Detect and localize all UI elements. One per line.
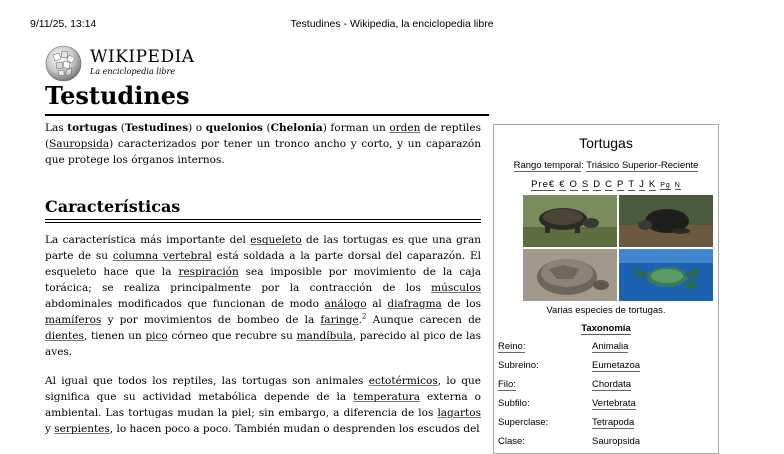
print-page-title: Testudines - Wikipedia, la enciclopedia libre — [290, 18, 494, 30]
period-permian[interactable]: P — [616, 179, 625, 190]
taxonomy-table — [498, 339, 714, 453]
section-divider — [45, 219, 481, 223]
link-mamiferos[interactable]: mamíferos — [45, 314, 102, 326]
value-vertebrata[interactable]: Vertebrata — [592, 398, 636, 409]
taxobox — [493, 124, 719, 454]
value-chordata[interactable]: Chordata — [592, 379, 632, 390]
taxonomy-row — [498, 339, 714, 358]
text-span: externa o ambiental. Las tortugas mudan la piel; sin embargo, a diferencia de los — [45, 391, 481, 419]
link-orden[interactable]: orden — [389, 122, 421, 134]
print-header — [0, 18, 784, 32]
turtle-photo-1 — [523, 195, 617, 247]
text-span: ( — [117, 122, 125, 134]
link-temperatura[interactable]: temperatura — [353, 391, 421, 403]
taxobox-title: Tortugas — [579, 135, 633, 151]
turtle-photo-collage[interactable] — [523, 195, 713, 303]
text-span: y — [45, 423, 55, 435]
taxonomy-row — [498, 377, 714, 396]
period-neogene[interactable]: N — [674, 182, 681, 189]
text-span: La característica más importante del — [45, 234, 251, 246]
section-heading: Características — [45, 197, 181, 216]
intro-paragraph — [45, 120, 481, 168]
temporal-range-value[interactable]: Triásico Superior-Reciente — [586, 160, 699, 171]
period-devonian[interactable]: D — [593, 179, 602, 190]
text-span: de reptiles ( — [45, 122, 482, 150]
period-paleogene[interactable]: Pg — [660, 182, 671, 189]
characteristics-paragraph-1 — [45, 232, 481, 360]
text-span: abdominales modificados que funcionan de modo — [45, 298, 325, 310]
bold-term-testudines: Testudines — [124, 122, 189, 134]
link-esqueleto[interactable]: esqueleto — [250, 234, 302, 246]
rank-clase: Clase: — [498, 436, 525, 447]
text-span: , lo hacen poco a poco. También mudan o desprenden los escudos del — [109, 423, 480, 435]
text-span: y por movimientos de bombeo de la — [101, 314, 321, 326]
text-span: de los — [441, 298, 482, 310]
link-faringe[interactable]: faringe — [320, 314, 359, 326]
bold-term-tortugas: tortugas — [67, 122, 118, 134]
link-dientes[interactable]: dientes — [45, 330, 84, 342]
turtle-photo-2 — [619, 195, 713, 247]
bold-term-quelonios: quelonios — [205, 122, 263, 134]
rank-subfilo: Subfilo: — [498, 398, 530, 409]
link-analogo[interactable]: análogo — [324, 298, 367, 310]
wikipedia-tagline: La enciclopedia libre — [90, 67, 176, 76]
text-span: ) forman un — [322, 122, 390, 134]
text-span: ( — [262, 122, 271, 134]
wikipedia-wordmark: WIKIPEDIA — [90, 47, 195, 67]
period-cretaceous[interactable]: K — [648, 179, 657, 190]
taxonomy-row — [498, 358, 714, 377]
taxonomy-row — [498, 434, 714, 453]
link-musculos[interactable]: músculos — [431, 282, 481, 294]
link-ectotermicos[interactable]: ectotérmicos — [368, 375, 438, 387]
period-silurian[interactable]: S — [581, 179, 590, 190]
text-span: córneo que recubre su — [167, 330, 297, 342]
rank-reino[interactable]: Reino: — [498, 341, 526, 352]
text-span: Aunque carecen de — [366, 314, 482, 326]
link-respiracion[interactable]: respiración — [178, 266, 239, 278]
link-mandibula[interactable]: mandíbula — [296, 330, 353, 342]
geologic-time-scale — [494, 179, 718, 190]
taxonomy-heading-link[interactable]: Taxonomía — [581, 323, 631, 334]
text-span: , parecido al pico de las aves. — [45, 330, 482, 358]
period-cambrian[interactable]: € — [559, 179, 566, 190]
link-sauropsida[interactable]: Sauropsida — [49, 138, 110, 150]
text-span: , tienen un — [83, 330, 146, 342]
text-span: Al igual que todos los reptiles, las tortugas son animales — [45, 375, 369, 387]
value-eumetazoa[interactable]: Eumetazoa — [592, 360, 641, 371]
footnote-ref[interactable]: 2 — [362, 312, 367, 321]
period-triassic[interactable]: T — [628, 179, 636, 190]
period-jurassic[interactable]: J — [639, 179, 645, 190]
text-span: al — [366, 298, 388, 310]
link-diafragma[interactable]: diafragma — [387, 298, 442, 310]
taxonomy-row — [498, 396, 714, 415]
rank-filo[interactable]: Filo: — [498, 379, 516, 390]
rank-subreino: Subreino: — [498, 360, 539, 371]
taxonomy-row — [498, 415, 714, 434]
turtle-photo-4 — [619, 249, 713, 301]
period-ordovician[interactable]: O — [569, 179, 578, 190]
period-precambrian[interactable]: Pre€ — [531, 179, 556, 190]
link-pico[interactable]: pico — [145, 330, 168, 342]
taxonomy-heading — [494, 323, 718, 334]
link-columna-vertebral[interactable]: columna vertebral — [112, 250, 212, 262]
text-span: ) o — [188, 122, 206, 134]
title-divider — [45, 114, 489, 116]
rank-superclase: Superclase: — [498, 417, 549, 428]
text-span: está soldada a la parte dorsal del caparazón. El esqueleto hace que la — [45, 250, 481, 278]
photo-caption: Varias especies de tortugas. — [546, 305, 666, 316]
characteristics-paragraph-2 — [45, 373, 481, 437]
text-span: sea imposible por movimiento de la caja torácica; se realiza principalmente por la contracción de los — [45, 266, 481, 294]
link-lagartos[interactable]: lagartos — [437, 407, 481, 419]
temporal-range-label[interactable]: Rango temporal — [513, 160, 582, 171]
value-sauropsida[interactable]: Sauropsida — [592, 436, 641, 447]
text-span: Las — [45, 122, 68, 134]
text-span: ) caracterizados por tener un tronco ancho y corto, y un caparazón que protege los órganos internos. — [45, 138, 481, 166]
bold-term-chelonia: Chelonia — [270, 122, 323, 134]
temporal-range: Rango temporal: Triásico Superior-Reciente — [513, 160, 699, 171]
article-title: Testudines — [45, 81, 190, 110]
text-span: . — [358, 314, 362, 326]
value-animalia[interactable]: Animalia — [592, 341, 629, 352]
link-serpientes[interactable]: serpientes — [54, 423, 110, 435]
turtle-photo-3 — [523, 249, 617, 301]
value-tetrapoda[interactable]: Tetrapoda — [592, 417, 635, 428]
text-span: , lo que significa que su actividad metabólica depende de la — [45, 375, 482, 403]
period-carboniferous[interactable]: C — [605, 179, 613, 190]
wikipedia-globe-icon — [45, 45, 82, 82]
text-span: de las tortugas es que una gran parte de su — [45, 234, 481, 262]
print-datetime: 9/11/25, 13:14 — [30, 18, 97, 30]
